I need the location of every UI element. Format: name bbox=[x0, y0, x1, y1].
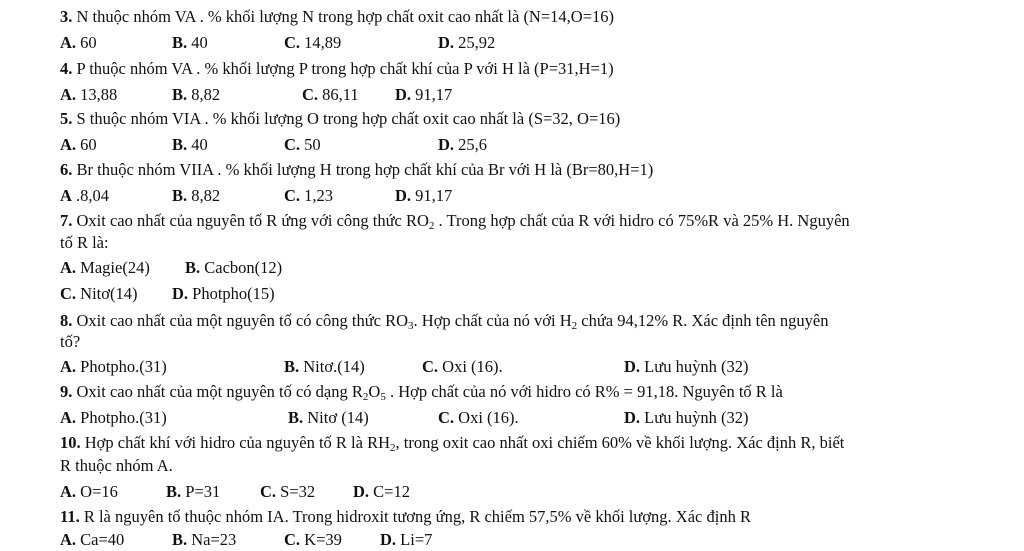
option-d: D. Li=7 bbox=[380, 530, 433, 549]
option-a: A .8,04 bbox=[60, 186, 110, 205]
option-d: D. 91,17 bbox=[395, 85, 453, 104]
question-6 bbox=[60, 160, 653, 180]
option-d: D. Lưu huỳnh (32) bbox=[624, 408, 749, 427]
option-a: A. Photpho.(31) bbox=[60, 357, 167, 376]
question-number: 9. bbox=[60, 382, 73, 401]
question-text: N thuộc nhóm VA . % khối lượng N trong hợp chất oxit cao nhất là (N=14,O=16) bbox=[76, 7, 614, 26]
question-number: 11. bbox=[60, 507, 80, 526]
option-d: D. C=12 bbox=[353, 482, 410, 501]
option-c: C. S=32 bbox=[260, 482, 316, 501]
option-b: B. 8,82 bbox=[172, 186, 221, 205]
question-text: Oxit cao nhất của một nguyên tố có công thức $RO_3$. Hợp chất của nó với $H_2$ chứa 94,12% R. Xác định tên nguyên bbox=[76, 311, 829, 332]
question-text: Oxit cao nhất của nguyên tố R ứng với công thức $RO_2$ . Trong hợp chất của R với hidro có 75%R và 25% H. Nguyên bbox=[76, 211, 850, 232]
question-9 bbox=[60, 382, 783, 402]
option-c: C. Oxi (16). bbox=[438, 408, 519, 427]
question-number: 4. bbox=[60, 59, 73, 78]
question-8-continuation: tố? bbox=[60, 332, 81, 351]
question-text: R là nguyên tố thuộc nhóm IA. Trong hidroxit tương ứng, R chiếm 57,5% về khối lượng. Xác định R bbox=[83, 507, 751, 526]
option-b: B. Cacbon(12) bbox=[185, 258, 283, 277]
option-d: D. Photpho(15) bbox=[172, 284, 275, 303]
question-number: 10. bbox=[60, 433, 81, 452]
question-text: Oxit cao nhất của một nguyên tố có dạng $R_2O_5$ . Hợp chất của nó với hidro có R% = 91,18. Nguyên tố R là bbox=[76, 382, 783, 403]
option-a: A. Magie(24) bbox=[60, 258, 150, 277]
option-b: B. Nitơ (14) bbox=[288, 408, 369, 427]
question-number: 3. bbox=[60, 7, 73, 26]
option-c: C. 86,11 bbox=[302, 85, 359, 104]
question-text: Hợp chất khí với hidro của nguyên tố R là $RH_2$, trong oxit cao nhất oxi chiếm 60% về khối lượng. Xác định R, biết bbox=[84, 433, 845, 454]
option-b: B. 40 bbox=[172, 135, 208, 154]
question-10-continuation: R thuộc nhóm A. bbox=[60, 456, 173, 475]
question-7 bbox=[60, 211, 850, 231]
option-c: C. 14,89 bbox=[284, 33, 342, 52]
option-a: A. O=16 bbox=[60, 482, 118, 501]
question-text: Br thuộc nhóm VIIA . % khối lượng H trong hợp chất khí của Br với H là (Br=80,H=1) bbox=[76, 160, 654, 179]
question-number: 8. bbox=[60, 311, 73, 330]
question-11 bbox=[60, 507, 751, 527]
option-d: D. 25,92 bbox=[438, 33, 496, 52]
question-10 bbox=[60, 433, 844, 453]
option-d: D. 25,6 bbox=[438, 135, 488, 154]
option-b: B. 8,82 bbox=[172, 85, 221, 104]
question-3 bbox=[60, 7, 614, 27]
option-b: B. 40 bbox=[172, 33, 208, 52]
option-c: C. 1,23 bbox=[284, 186, 334, 205]
question-text: P thuộc nhóm VA . % khối lượng P trong hợp chất khí của P với H là (P=31,H=1) bbox=[76, 59, 614, 78]
question-8 bbox=[60, 311, 829, 331]
option-a: A. Photpho.(31) bbox=[60, 408, 167, 427]
option-c: C. Nitơ(14) bbox=[60, 284, 138, 303]
option-c: C. K=39 bbox=[284, 530, 342, 549]
question-number: 5. bbox=[60, 109, 73, 128]
question-5 bbox=[60, 109, 620, 129]
option-b: B. Na=23 bbox=[172, 530, 237, 549]
option-d: D. Lưu huỳnh (32) bbox=[624, 357, 749, 376]
option-b: B. Nitơ.(14) bbox=[284, 357, 365, 376]
option-a: A. Ca=40 bbox=[60, 530, 125, 549]
option-a: A. 60 bbox=[60, 33, 97, 52]
question-7-continuation: tố R là: bbox=[60, 233, 109, 252]
option-a: A. 60 bbox=[60, 135, 97, 154]
option-a: A. 13,88 bbox=[60, 85, 118, 104]
question-text: S thuộc nhóm VIA . % khối lượng O trong hợp chất oxit cao nhất là (S=32, O=16) bbox=[76, 109, 621, 128]
question-4 bbox=[60, 59, 614, 79]
option-c: C. 50 bbox=[284, 135, 321, 154]
question-number: 7. bbox=[60, 211, 73, 230]
option-d: D. 91,17 bbox=[395, 186, 453, 205]
question-number: 6. bbox=[60, 160, 73, 179]
option-c: C. Oxi (16). bbox=[422, 357, 503, 376]
option-b: B. P=31 bbox=[166, 482, 221, 501]
